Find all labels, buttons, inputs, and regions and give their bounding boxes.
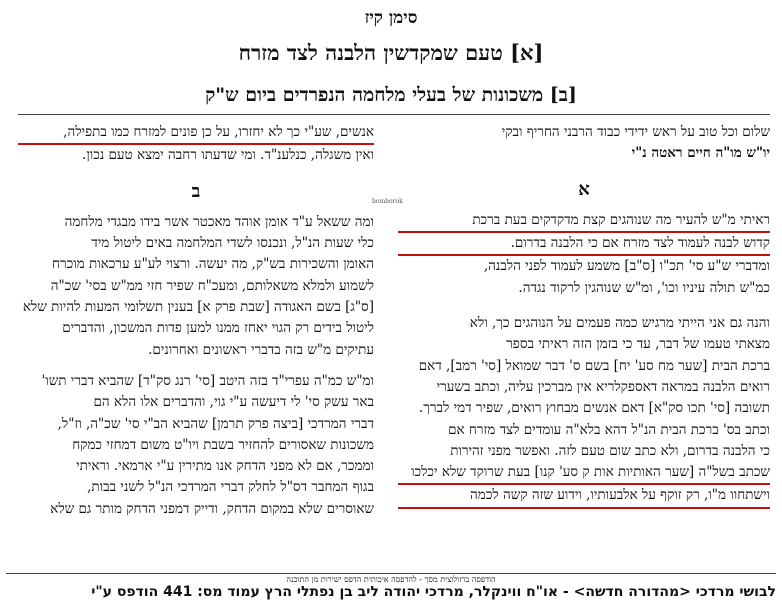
title-1: [א] טעם שמקדשין הלבנה לצד מזרח — [238, 40, 544, 65]
paragraph-line: כלי שעות הנ"ל, ונכנסו לשדי המלחמה באים ליטול מיד — [91, 235, 374, 252]
paragraph-line: משכונות שאסורים להחזיר בשבת ויו"ט משום דמחזי כמקח — [72, 436, 374, 453]
paragraph-line: אנשים, שע"י כך לא יחזרו, על כן פונים למזרח כמו בתפילה, — [18, 122, 374, 145]
paragraph-line: וכתב בס' ברכת הבית הנ"ל דהא בלא"ה עומדים לצד מזרח אם — [448, 421, 770, 438]
paragraph-line: וממכר, אם לא מפני הדחק אנו מתירין ע"י ארמאי. וראיתי — [76, 458, 374, 475]
paragraph-line: רואים הלבנה במראה דאספקלריא אין מברכין עליה, וכתב בשערי — [436, 378, 770, 395]
paragraph-line: באר עשק סי' לי דיעשה ע"י גוי, והדברים אלו הלא הם — [93, 394, 374, 411]
paragraph-line: כי הלבנה בדרום, ולא כתב שום טעם לזה. ואפשר מפני זהירות — [450, 442, 770, 459]
paragraph-line: לשמוע ולמלא משאלותם, ומעכ"ח שפיר חזי ממ"ש בסי' שכ"ה — [50, 277, 374, 294]
opening-line: שלום וכל טוב על ראש ידידי כבוד הרבני החריף ובקי — [501, 124, 770, 140]
paragraph-line: ומדברי ש"ע סי' תכ"ו [ס"ב] משמע לעמוד לפני הלבנה, — [483, 258, 770, 275]
paragraph-line: בגוף המחבר דס"ל לחלק דברי המרדכי הנ"ל לשני בבות, — [87, 479, 374, 496]
paragraph-line: קדוש לבנה לעמוד לצד מזרח אם כי הלבנה בדרום. — [398, 233, 770, 256]
right-column — [398, 122, 770, 509]
paragraph-line: עתיקים מ"ש בזה בדברי ראשונים ואחרונים. — [148, 341, 374, 358]
paragraph-line: תשובה [סי' תכו סק"א] דאם אנשים מבחוץ רואים, שפיר דמי לברך. — [418, 400, 770, 417]
footer-text: לבושי מרדכי <מהדורה חדשה> - או"ח ווינקלר, מרדכי יהודה ליב בן נפתלי הרץ עמוד מס: 441 הודפס ע"י — [91, 584, 776, 600]
paragraph-line: [ס"ג] בשם האגודה [שבת פרק א] בענין תשלומי המעות להיות שלא — [22, 299, 374, 316]
paragraph-line: האומן והשכירות בש"ק, מה יעשה. ורצוי לע"ע ערכאות מוכרח — [52, 256, 374, 273]
scan-mark: bomborok — [372, 198, 403, 205]
siman-number: סימן קיז — [364, 8, 418, 28]
left-column — [18, 122, 374, 520]
title-2: [ב] משכונות של בעלי מלחמה הנפרדים ביום ש"ק — [205, 84, 577, 106]
paragraph-line: ואין משגלה, כנלענ"ד. ומי שדעתו רחבה ימצא טעם נכון. — [82, 147, 374, 164]
print-note: הודפסה ברזולוצית מסך - להדפסה איכותית הדפס ישירות מן התוכנה — [286, 575, 496, 584]
paragraph-line: ברכת הבית [שער מח סע' יח] בשם ס' דבר שמואל [סי' רמב], דאם — [418, 357, 770, 374]
section-letter-a: א — [578, 178, 590, 200]
paragraph-line: ומה ששאל ע"ד אומן אוהד מאכטר אשר בידו מבגדי מלחמה — [64, 213, 374, 230]
paragraph-line: דברי המרדכי [ביצה פרק תרמן] שהביא הב"י סי' שכ"ה, וז"ל, — [57, 415, 374, 432]
paragraph-line: ומ"ש כמ"ה עפרי"ד בזה היטב [סי' רנג סק"ד] שהביא דברי תשו' — [41, 372, 374, 389]
paragraph-line: מצאתי טעמו של דבר, עד כי בזמן הזה ראיתי בספר — [506, 336, 770, 353]
paragraph-line: שאוסרים שלא במקום הדחק, ודייק דמפני הדחק מותר גם שלא — [50, 500, 374, 517]
paragraph-line: ליטול בידים רק הגוי יאחז ממנו למען פדות המשכון, והדברים — [62, 320, 374, 337]
paragraph-line: והנה גם אני הייתי מרגיש כמה פעמים על הנוהגים כך, ולא — [469, 315, 770, 332]
paragraph-line: וישתחוו מ"ו, רק זוקף על אלבעותיו, וידוע שזה קשה לכמה — [398, 485, 770, 508]
footer-divider — [6, 573, 776, 574]
paragraph-line: כמ"ש תולה עיניו וכו', ומ"ש שנוהגין לרקוד נגדה. — [518, 279, 770, 296]
title-divider — [18, 114, 770, 115]
paragraph-line: ראיתי מ"ש להעיר מה שנוהגים קצת מדקדקים בעת ברכת — [398, 210, 770, 233]
opening-line: יו"ש מו"ה חיים ראטה נ"י — [631, 145, 770, 162]
section-letter-b: ב — [191, 180, 201, 202]
paragraph-line: שכתב בשל"ה [שער האותיות אות ק סע' קנו] בעת שרוקד שלא יכלכו — [398, 462, 770, 485]
